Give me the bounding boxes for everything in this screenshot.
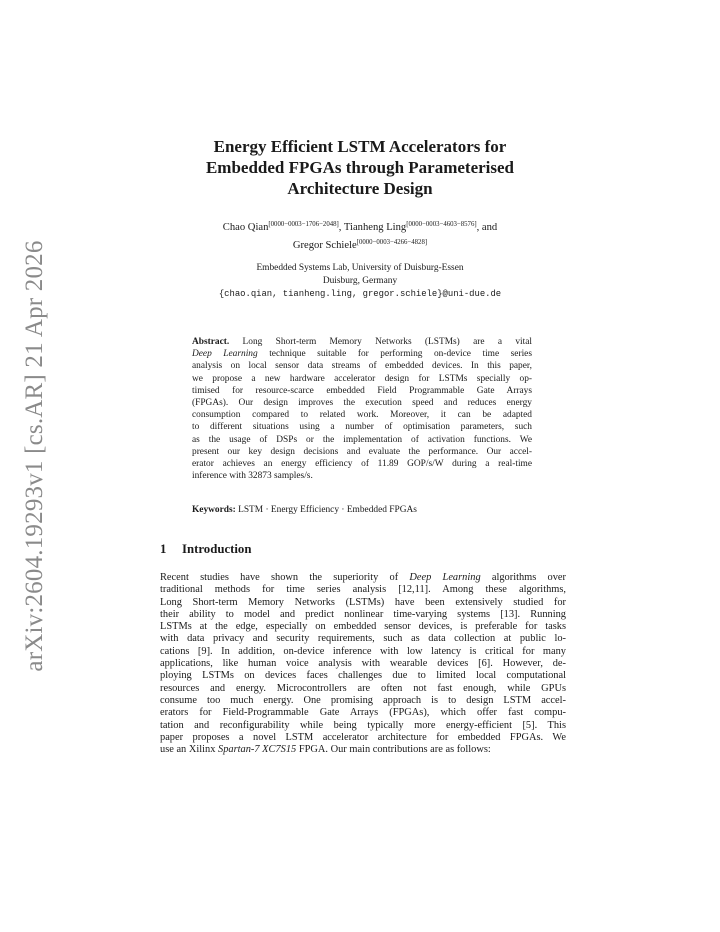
abstract-line: erator achieves an energy efficiency of 11.89 GOP/s/W during a real-time (192, 458, 532, 469)
affiliation-location: Duisburg, Germany (322, 276, 398, 286)
body-line: tation and reconfigurability while being typically more energy-efficient [5]. This (160, 719, 566, 731)
abstract-line: we propose a new hardware accelerator design for LSTMs specially op- (192, 373, 532, 384)
body-line: LSTMs at the edge, especially on embedded sensor devices, is preferable for tasks (160, 621, 566, 633)
abstract-line: consumption compared to related work. Moreover, it can be adapted (192, 410, 532, 421)
body-line: with data privacy and security requirements, such as data collection at public lo- (160, 633, 566, 645)
abstract-line: to different situations using a number of optimisation parameters, such (192, 422, 532, 433)
title-line: Architecture Design (287, 179, 433, 198)
abstract-line: timised for resource-scarce embedded Field Programmable Gate Arrays (192, 385, 532, 396)
arxiv-identifier: arXiv:2604.19293v1 [cs.AR] 21 Apr 2026 (21, 240, 48, 672)
body-line: paper proposes a novel LSTM accelerator architecture for embedded FPGAs. We (160, 731, 566, 743)
body-line: their ability to model and predict nonlinear time-varying systems [13]. Running (160, 608, 566, 620)
keywords-label: Keywords: (192, 505, 236, 515)
title-line: Energy Efficient LSTM Accelerators for (213, 137, 507, 156)
body-line: use an Xilinx Spartan-7 XC7S15 FPGA. Our main contributions are as follows: (160, 744, 491, 756)
abstract-line: Long Short-term Memory Networks (LSTMs) are a vital (229, 337, 532, 347)
abstract (192, 336, 532, 482)
section-title: Introduction (182, 542, 252, 556)
section-heading (160, 542, 251, 557)
body-line: applications, like human voice analysis with wearable devices [6]. However, de- (160, 658, 566, 670)
author-emails: {chao.qian, tianheng.ling, gregor.schiele}@uni-due.de (218, 289, 502, 299)
keywords-text: LSTM · Energy Efficiency · Embedded FPGAs (235, 505, 417, 515)
author-name: Chao Qian (222, 222, 269, 233)
body-line: cations [9]. In addition, on-device inference with low latency is critical for many (160, 645, 566, 657)
affiliation-lab: Embedded Systems Lab, University of Duisburg-Essen (256, 263, 464, 273)
author-orcid: [0000−0003−1706−2048] (268, 221, 339, 228)
body-line: erators for Field-Programmable Gate Arrays (FPGAs), which offer fast compu- (160, 707, 566, 719)
body-line: ploying LSTMs on devices faces challenges due to limited local computational (160, 670, 566, 682)
arxiv-stamp (14, 240, 56, 672)
author-conjunction: , and (476, 222, 498, 233)
abstract-line: as the usage of DSPs or the implementation of activation functions. We (192, 434, 532, 445)
abstract-label: Abstract. (192, 337, 230, 347)
author-list: Chao Qian[0000−0003−1706−2048], Tianheng Ling[0000−0003−4603−8576], and Gregor Schiele[0000−0003−4266−4828] (222, 221, 498, 251)
body-line: resources and energy. Microcontrollers are often not fast enough, while GPUs (160, 682, 566, 694)
author-name: Tianheng Ling (343, 222, 407, 233)
author-orcid: [0000−0003−4266−4828] (356, 239, 428, 246)
body-line: Long Short-term Memory Networks (LSTMs) have been extensively studied for (160, 596, 566, 608)
introduction-paragraph (160, 572, 566, 756)
abstract-line: present our key design decisions and evaluate the performance. Our accel- (192, 446, 532, 457)
abstract-line: analysis on local sensor data streams of embedded devices. In this paper, (192, 361, 532, 372)
title-line: Embedded FPGAs through Parameterised (205, 158, 515, 177)
body-line: consume too much energy. One promising approach is to design LSTM accel- (160, 694, 566, 706)
paper-title (150, 136, 570, 199)
affiliation (150, 262, 570, 301)
section-number: 1 (160, 542, 167, 556)
author-orcid: [0000−0003−4603−8576] (406, 221, 477, 228)
keywords (192, 504, 532, 516)
abstract-line: Deep Learning technique suitable for performing on-device time series (192, 349, 532, 360)
abstract-line: inference with 32873 samples/s. (192, 471, 313, 482)
abstract-line: (FPGAs). Our design improves the execution speed and reduces energy (192, 397, 532, 408)
author-name: Gregor Schiele (292, 240, 357, 251)
body-line: traditional methods for time series analysis [12,11]. Among these algorithms, (160, 584, 566, 596)
body-line: Recent studies have shown the superiority of Deep Learning algorithms over (160, 572, 566, 583)
